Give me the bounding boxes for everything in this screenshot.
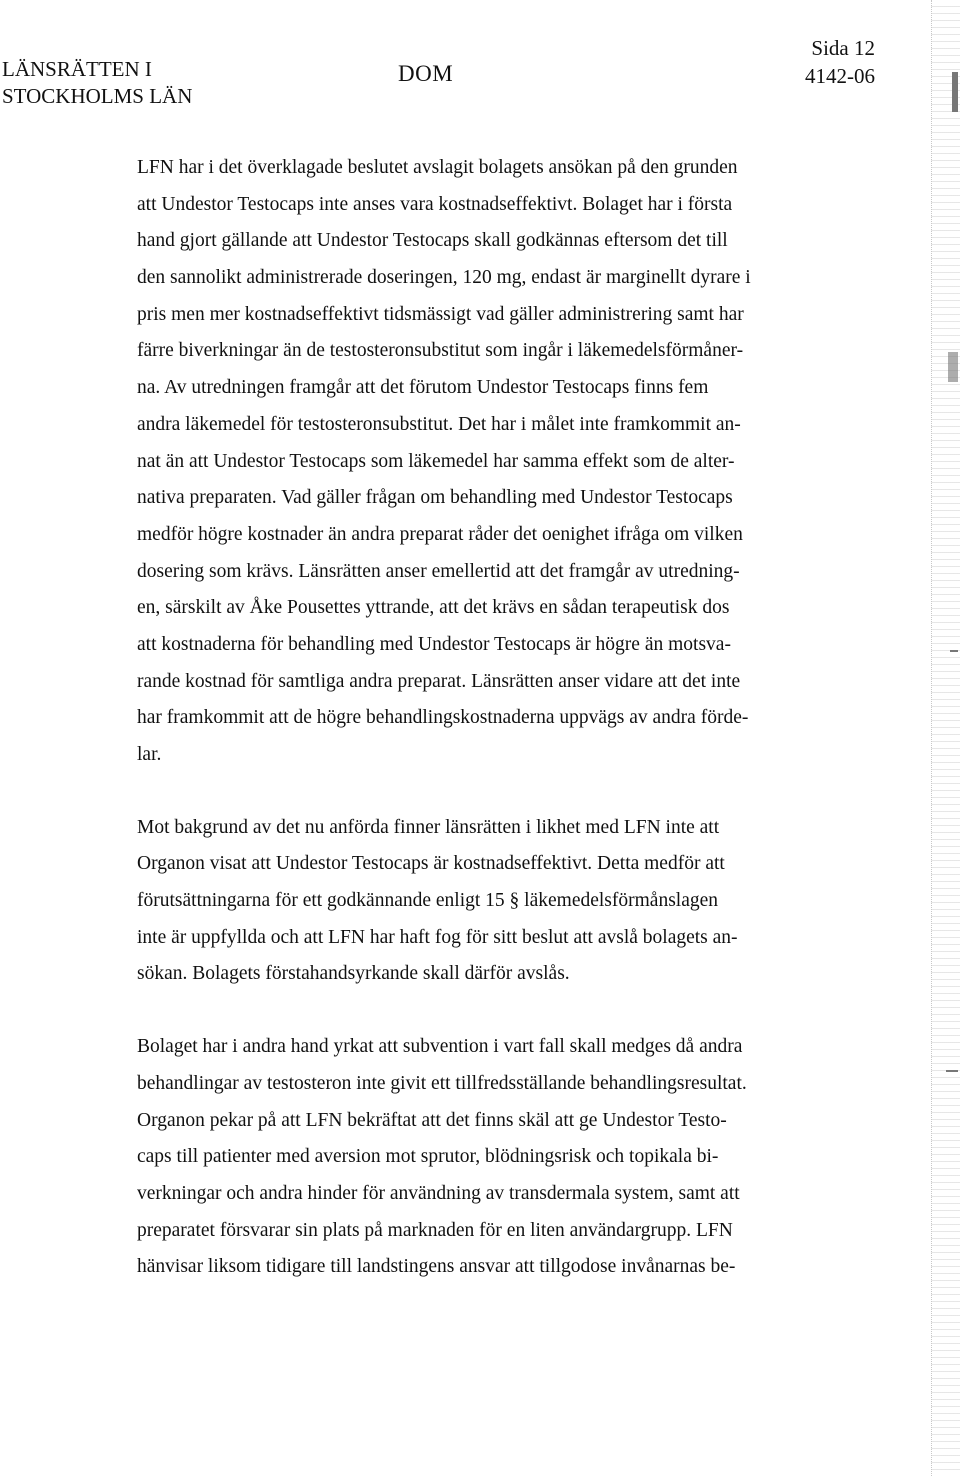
text-line: caps till patienter med aversion mot sprutor, blödningsrisk och topikala bi-	[137, 1146, 719, 1168]
paragraph	[137, 810, 827, 993]
text-line: nativa preparaten. Vad gäller frågan om behandling med Undestor Testocaps	[137, 487, 733, 509]
text-line: verkningar och andra hinder för användning av transdermala system, samt att	[137, 1182, 740, 1204]
court-name	[2, 56, 192, 110]
scan-edge-artifact	[931, 0, 960, 1476]
text-line: nat än att Undestor Testocaps som läkemedel har samma effekt som de alter-	[137, 450, 735, 472]
text-line: inte är uppfyllda och att LFN har haft fog för sitt beslut att avslå bolagets an-	[137, 926, 738, 948]
text-line: pris men mer kostnadseffektivt tidsmässigt vad gäller administrering samt har	[137, 303, 744, 325]
text-line: Mot bakgrund av det nu anförda finner länsrätten i likhet med LFN inte att	[137, 816, 720, 838]
text-line: Organon visat att Undestor Testocaps är kostnadseffektivt. Detta medför att	[137, 853, 725, 875]
text-line: medför högre kostnader än andra preparat råder det oenighet ifråga om vilken	[137, 523, 743, 545]
text-line: Bolaget har i andra hand yrkat att subvention i vart fall skall medges då andra	[137, 1036, 743, 1058]
text-line: Organon pekar på att LFN bekräftat att det finns skäl att ge Undestor Testo-	[137, 1109, 727, 1131]
text-line: dosering som krävs. Länsrätten anser emellertid att det framgår av utredning-	[137, 560, 740, 582]
document-body	[137, 150, 827, 1286]
text-line: rande kostnad för samtliga andra preparat. Länsrätten anser vidare att det inte	[137, 670, 741, 692]
page-label: Sida 12	[811, 36, 875, 60]
text-line: hänvisar liksom tidigare till landstingens ansvar att tillgodose invånarnas be-	[137, 1256, 736, 1278]
text-line: behandlingar av testosteron inte givit ett tillfredsställande behandlingsresultat.	[137, 1072, 747, 1094]
paragraph-gap	[137, 993, 827, 1029]
paragraph	[137, 1029, 827, 1286]
text-line: andra läkemedel för testosteronsubstitut. Det har i målet inte framkommit an-	[137, 413, 741, 435]
text-line: sökan. Bolagets förstahandsyrkande skall därför avslås.	[137, 963, 570, 985]
text-line: preparatet försvarar sin plats på marknaden för en liten användargrupp. LFN	[137, 1219, 733, 1241]
text-line: hand gjort gällande att Undestor Testocaps skall godkännas eftersom det till	[137, 230, 728, 252]
text-line: lar.	[137, 744, 162, 765]
text-line: har framkommit att de högre behandlingskostnaderna uppvägs av andra förde-	[137, 707, 749, 729]
court-name-line-2: STOCKHOLMS LÄN	[2, 84, 193, 108]
page-reference	[795, 34, 875, 90]
text-line: na. Av utredningen framgår att det förutom Undestor Testocaps finns fem	[137, 377, 709, 399]
scan-edge-mark	[950, 650, 958, 652]
text-line: den sannolikt administrerade doseringen, 120 mg, endast är marginellt dyrare i	[137, 267, 751, 289]
text-line: en, särskilt av Åke Pousettes yttrande, att det krävs en sådan terapeutisk dos	[137, 597, 730, 619]
paragraph-gap	[137, 774, 827, 810]
paragraph	[137, 150, 827, 774]
text-line: LFN har i det överklagade beslutet avslagit bolagets ansökan på den grunden	[137, 157, 738, 178]
court-name-line-1: LÄNSRÄTTEN I	[2, 57, 152, 81]
scan-edge-mark	[948, 352, 958, 382]
text-line: att kostnaderna för behandling med Undestor Testocaps är högre än motsva-	[137, 633, 731, 655]
scan-edge-mark	[946, 1070, 958, 1072]
document-type: DOM	[398, 61, 454, 86]
text-line: förutsättningarna för ett godkännande enligt 15 § läkemedelsförmånslagen	[137, 890, 719, 912]
scan-edge-mark	[952, 72, 958, 112]
text-line: färre biverkningar än de testosteronsubstitut som ingår i läkemedelsförmåner-	[137, 340, 744, 362]
text-line: att Undestor Testocaps inte anses vara kostnadseffektivt. Bolaget har i första	[137, 193, 733, 215]
case-number: 4142-06	[805, 64, 875, 88]
